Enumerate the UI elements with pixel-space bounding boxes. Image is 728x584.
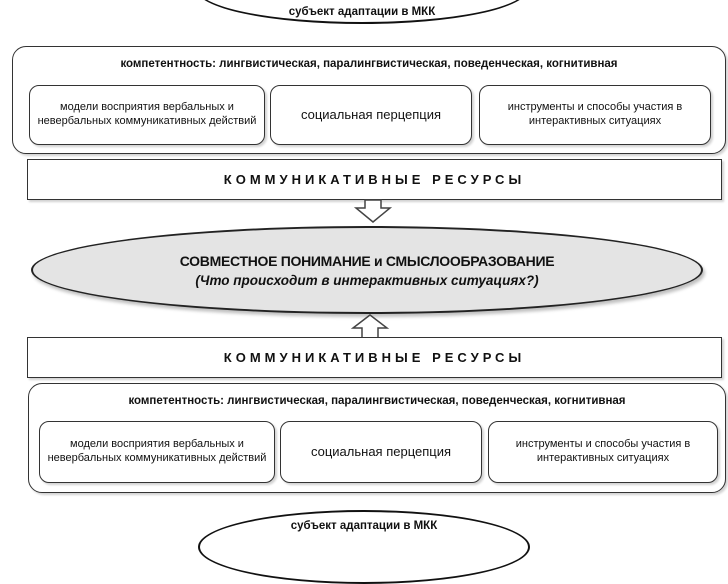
top-item-social-perception: социальная перцепция — [270, 85, 472, 145]
shared-understanding-title: СОВМЕСТНОЕ ПОНИМАНИЕ и СМЫСЛООБРАЗОВАНИЕ — [179, 252, 555, 269]
bottom-competence-title: компетентность: лингвистическая, паралингвистическая, поведенческая, когнитивная — [128, 395, 626, 407]
bottom-subject-label: субъект адаптации в МКК — [290, 520, 438, 532]
bottom-communicative-resources: КОММУНИКАТИВНЫЕ РЕСУРСЫ — [27, 337, 722, 378]
top-subject-ellipse — [196, 0, 528, 24]
bottom-item-interaction-tools: инструменты и способы участия в интерактивных ситуациях — [488, 421, 718, 483]
bottom-subject-ellipse — [198, 510, 530, 584]
top-item-interaction-tools: инструменты и способы участия в интерактивных ситуациях — [479, 85, 711, 145]
arrow-down-icon — [355, 199, 391, 223]
bottom-competence-group — [28, 383, 726, 493]
bottom-item-social-perception: социальная перцепция — [280, 421, 482, 483]
top-competence-group — [12, 46, 726, 154]
top-item-perception-models: модели восприятия вербальных и невербальных коммуникативных действий — [29, 85, 265, 145]
top-competence-title: компетентность: лингвистическая, паралингвистическая, поведенческая, когнитивная — [120, 58, 618, 70]
bottom-item-perception-models: модели восприятия вербальных и невербальных коммуникативных действий — [39, 421, 275, 483]
top-subject-label: субъект адаптации в МКК — [288, 6, 436, 18]
top-communicative-resources: КОММУНИКАТИВНЫЕ РЕСУРСЫ — [27, 159, 722, 200]
shared-understanding-question: (Что происходит в интерактивных ситуациях?) — [195, 272, 539, 288]
shared-understanding-ellipse — [31, 226, 703, 314]
